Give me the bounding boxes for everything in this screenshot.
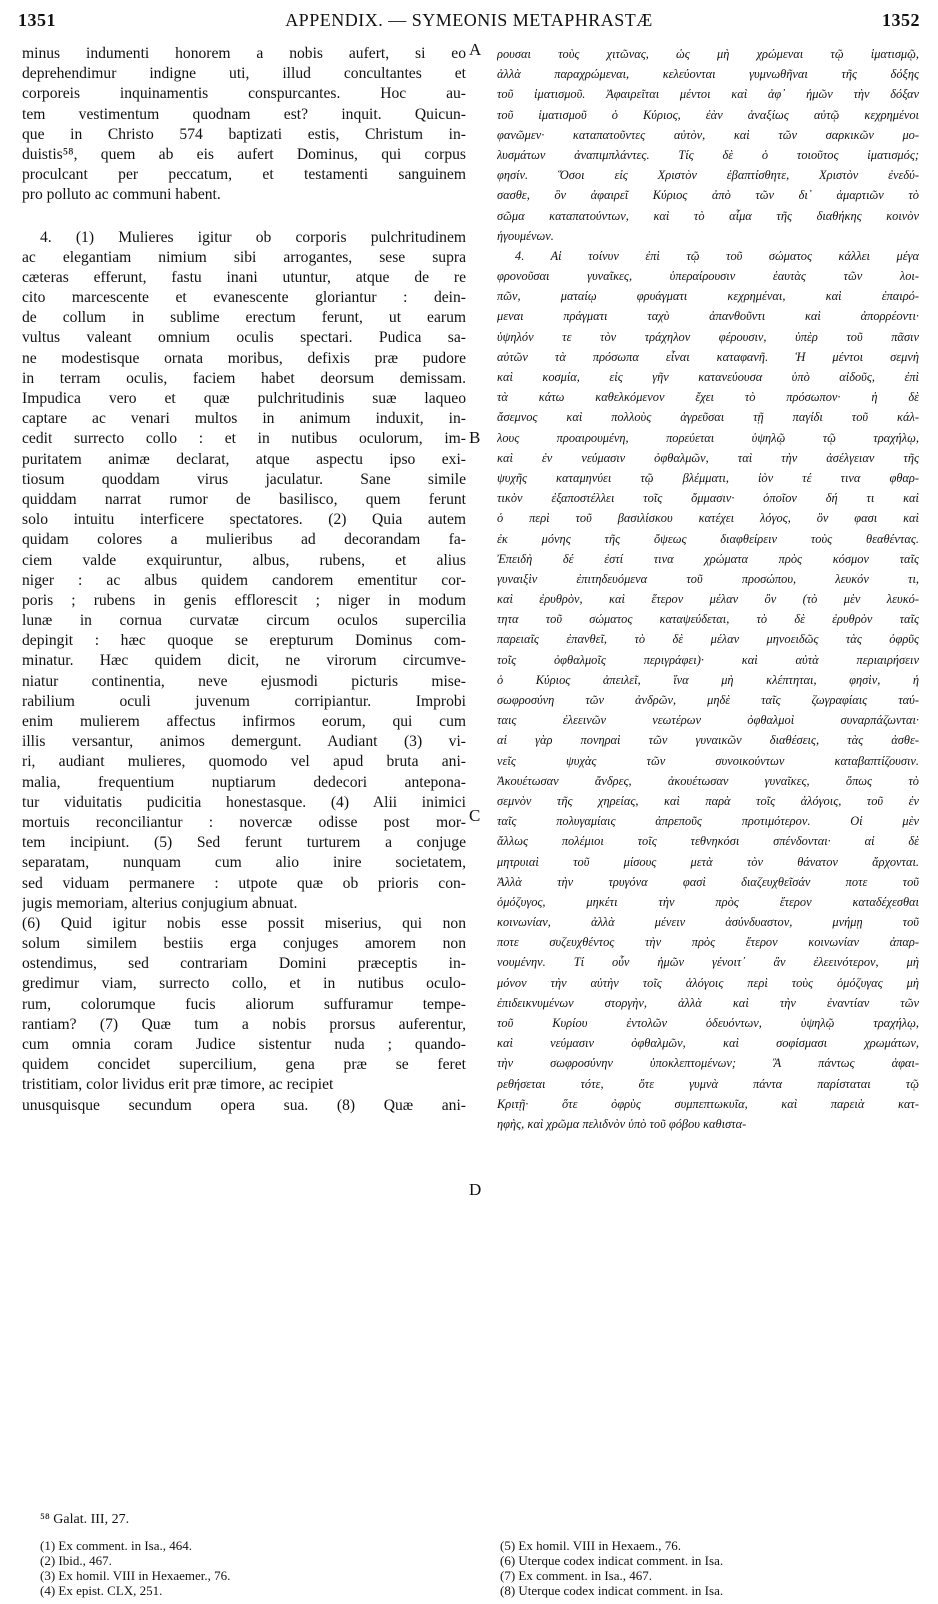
greek-text-line: πῶν, ματαίῳ φρυάγματι κεχρημέναι, καὶ ἐπαιρό- (497, 289, 919, 304)
greek-text-line: τοῦ Κυρίου ἐντολῶν ὁδευόντων, ὑψηλῷ τραχήλῳ, (497, 1016, 919, 1030)
greek-text-line: κοινωνίαν, ἀλλὰ μένειν ἀσύνδυαστον, μνήμῃ τοῦ (497, 915, 919, 930)
greek-text-line: ἀλλὰ παραχρώμεναι, κελεύονται γυμνωθῆναι τῆς δόξης (497, 67, 919, 82)
greek-text-line: ὁ Κύριος ἀπειλεῖ, ἵνα μὴ κλέπτηται, φησὶν, ἡ (497, 672, 919, 687)
latin-text-line: cito marcescente et evanescente gloriantur : dein- (22, 289, 466, 307)
latin-text-line: captare ac venari multos in animum induxit, in- (22, 410, 466, 428)
greek-text-line: ὁ περὶ τοῦ βασιλίσκου κατέχει λόγος, ὃν φασι καὶ (497, 511, 919, 526)
latin-text-line: rum, colorumque fucis aliorum suffuramur tempe- (22, 995, 466, 1013)
latin-text-line: rabilium oculi juvenum corripiantur. Improbi (22, 692, 466, 710)
greek-text-line: ηφὴς, καὶ χρῶμα πελιδνὸν ὑπὸ τοῦ φόβου καθιστα- (497, 1116, 747, 1131)
greek-text-line: τὰ κάτω καθελκόμενον ἔχει τὸ πρόσωπον· ἡ δὲ (497, 390, 919, 405)
latin-text-line: niatur continentia, neve ejusmodi picturis mise- (22, 672, 466, 690)
greek-text-line: ὑψηλόν τε τὸν τράχηλον φέρουσιν, ὑπὲρ τοῦ πᾶσιν (497, 329, 919, 344)
latin-text-line: corporeis inquinamentis conspurcantes. Hoc au- (22, 85, 466, 103)
latin-text-line: jugis memoriam, alterius conjugium abnuat. (22, 894, 298, 912)
greek-text-line: ρεθήσεται τότε, ὅτε γυμνὰ πάντα παρίσταται τῷ (497, 1076, 919, 1091)
latin-text-line: que in Christo 574 baptizati estis, Christum in- (22, 125, 466, 143)
greek-text-line: καὶ νεύμασιν ὀφθαλμῶν, καὶ σοφίσμασι χρωμάτων, (497, 1036, 919, 1051)
greek-text-line: λυσμάτων ἀναπιμπλάντες. Τίς δὲ ὁ τοιοῦτος ἱματισμός; (497, 147, 919, 162)
latin-text-line: vultus valeant omnium oculis spectari. Pudica sa- (22, 329, 466, 347)
greek-text-line: φανῶμεν· καταπατοῦντες αὐτὸν, καὶ τῶν σαρκικῶν μο- (497, 127, 919, 142)
latin-text-line: enim mulierem affectus infirmos eorum, qui cum (22, 713, 466, 730)
greek-text-line: γυναιξὶν ἐπιτηδευόμενα τοῦ προσώπου, λευκόν τι, (497, 571, 919, 586)
latin-text-line: puritatem animæ declarat, atque aspectu ipso exi- (22, 450, 466, 468)
latin-column (22, 44, 466, 1504)
greek-text-line: ψυχῆς καταμηνύει τῷ βλέμματι, ἰὸν τέ τινα φθαρ- (497, 470, 919, 485)
source-note: (2) Ibid., 467. (40, 1553, 112, 1568)
running-header (18, 10, 920, 36)
latin-text-line: Impudica vero et quæ pulchritudinis suæ laqueo (22, 390, 466, 407)
source-note: (8) Uterque codex indicat comment. in Isa. (500, 1583, 724, 1598)
latin-text-line: separatam, nunquam cum alio inire societatem, (22, 854, 466, 872)
greek-text-line: καὶ ἐν νεύμασιν ὀφθαλμῶν, ταὶ τὴν ἀσέλγειαν τῆς (497, 450, 919, 465)
source-note: (3) Ex homil. VIII in Hexaemer., 76. (40, 1568, 231, 1583)
latin-text-line: ciem valde exquiruntur, albus, rubens, et alius (22, 551, 466, 569)
latin-text-line: minus indumenti honorem a nobis aufert, si eo (22, 45, 466, 62)
greek-text-line: ταις ἐλεεινῶν νεωτέρων ὀφθαλμοὶ συναρπάζωνται· (497, 713, 919, 728)
latin-text-line: sed viduam permanere : utpote quæ ob prioris con- (22, 874, 466, 892)
latin-text-line: ri, audiant mulieres, quomodo vel apud bruta ani- (22, 753, 466, 771)
greek-text-line: φρονοῦσαι γυναῖκες, ὑπεραίρουσιν ἑαυτὰς τῶν λοι- (497, 269, 919, 284)
greek-text-line: μόνον τὴν αὐτὴν τοῖς ἀλόγοις περὶ τοὺς ὁμόζυγας μὴ (497, 975, 919, 990)
page-number-left: 1351 (18, 10, 56, 30)
latin-text-line: lunæ in cornua curvatæ circum oculos supercilia (22, 612, 466, 630)
latin-text-line: solo intuitu interficere spectatores. (2) Quia autem (22, 511, 466, 529)
latin-text-line: poris ; rubens in genis efflorescit ; niger in modum (22, 591, 466, 609)
greek-text-line: σῶμα καταπατούντων, καὶ τὸ αἷμα τῆς διαθήκης κοινὸν (497, 208, 919, 223)
greek-text-line: λους προαιρουμένη, πορεύεται ὑψηλῷ τῷ τραχήλῳ, (497, 430, 919, 445)
greek-text-line: μητρυιαὶ τοῦ μίσους μετὰ τὸν θάνατον ἄρχονται. (497, 854, 919, 869)
latin-text-line: de collum in sublime erectum ferunt, ut earum (22, 309, 466, 327)
greek-text-line: αὐτῶν τὰ πρόσωπα εἶναι καταφανῆ. Ἡ μέντοι σεμνὴ (497, 349, 919, 364)
greek-text-line: νουμένην. Τί οὖν ἡμῶν γένοιτ᾽ ἂν ἐλεεινότερον, μὴ (497, 955, 919, 970)
greek-text-line: ἄσεμνος καὶ πολλοὺς ἀγρεῦσαι τῇ παγίδι τοῦ κάλ- (497, 410, 919, 425)
greek-text-line: Ἀκουέτωσαν ἄνδρες, ἀκουέτωσαν γυναῖκες, ὅπως τὸ (497, 773, 919, 788)
greek-text-line: ἄλλως πολέμιοι τοῖς τεθνηκόσι σπένδονται· αἱ δὲ (497, 834, 919, 849)
latin-text-line: mortuis reconciliantur : novercæ odisse post mor- (22, 813, 466, 831)
source-note: (1) Ex comment. in Isa., 464. (40, 1538, 192, 1553)
greek-text-line: καὶ ἐρυθρὸν, καὶ ἕτερον μέλαν ὂν (τὸ μὲν λευκό- (497, 592, 919, 607)
latin-text-line: deprehendimur indigne uti, illud concultantes et (22, 65, 466, 83)
source-note: (7) Ex comment. in Isa., 467. (500, 1568, 652, 1583)
greek-text-line: νεῖς ψυχὰς τῶν συνοικούντων καταβαπτίζουσιν. (497, 753, 919, 768)
greek-text-line: τὴν σωφροσύνην ὑποκλεπτομένων; Ἃ πάντως ἀφαι- (497, 1056, 919, 1071)
greek-text-line: ἐπιδεικνυμένων στοργὴν, ἀλλὰ καὶ τὴν ἐναντίαν τῶν (497, 995, 919, 1010)
latin-text-line: cum omnia coram Judice sistentur nuda ; quando- (22, 1036, 466, 1053)
running-title: APPENDIX. — SYMEONIS METAPHRASTÆ (285, 10, 653, 30)
latin-text-line: solum similem bestiis erga conjuges amorem non (22, 935, 466, 953)
greek-text-line: τικὸν ἐξαποστέλλει τοῖς ὄμμασιν· ὁποῖον δή τι καὶ (497, 491, 919, 506)
latin-text-line: tiosum quoddam virus jaculatur. Sane simile (22, 470, 466, 488)
paragraph-gap (22, 206, 466, 228)
latin-text-line: quiddam narrat rumor de basilisco, quem ferunt (22, 490, 466, 508)
latin-text-line: ne modestisque ornata moribus, defixis præ pudore (22, 349, 466, 367)
section-marker-d: D (469, 1180, 482, 1199)
latin-text-line: gredimur viam, surrecto collo, et in nutibus oculo- (22, 975, 466, 993)
greek-text-line: τοῦ ἱματισμοῦ. Ἀφαιρεῖται μέντοι καὶ ἀφ᾽ ἡμῶν τὴν δόξαν (497, 87, 919, 102)
latin-text-line: minatur. Hæc quidem dicit, ne virorum circumve- (22, 652, 466, 670)
greek-text-line: ὁμόζυγος, μηκέτι τὴν πρὸς ἕτερον καταδέχεσθαι (497, 894, 919, 909)
latin-text-line: cedit surrecto collo : et in nutibus oculorum, im- (22, 430, 466, 448)
source-note: (5) Ex homil. VIII in Hexaem., 76. (500, 1538, 681, 1553)
greek-text-line: φησίν. Ὅσοι εἰς Χριστὸν ἐβαπτίσθητε, Χριστὸν ἐνεδύ- (497, 168, 919, 183)
latin-text-line: tur viduitatis pudicitia honestasque. (4) Alii inimici (22, 793, 466, 811)
latin-text-line: in terram oculis, faciem habet deorsum demissam. (22, 369, 466, 387)
latin-text-line: tem incipiunt. (5) Sed ferunt turturem a conjuge (22, 834, 466, 852)
greek-text-line: ἐκ μόνης τῆς ὄψεως διαφθείρειν τοὺς θεαθέντας. (497, 531, 919, 546)
source-note: (6) Uterque codex indicat comment. in Isa. (500, 1553, 724, 1568)
latin-text-line: tem vestimentum quodnam est? inquit. Quicun- (22, 105, 466, 123)
latin-text-line: unusquisque secundum opera sua. (8) Quæ ani- (22, 1096, 466, 1114)
latin-text-line: rantiam? (7) Quæ tum a nobis prorsus auferentur, (22, 1015, 466, 1033)
latin-text-line: ostendimus, sed contrariam Domini præceptis in- (22, 955, 466, 973)
greek-text-line: ποτε συζευχθέντος τὴν πρὸς ἕτερον κοινωνίαν ἀπαρ- (497, 935, 919, 950)
latin-text-line: ac elegantiam nimium sibi arrogantes, sese supra (22, 248, 466, 266)
latin-text-line: niger : ac albus quidem candorem ementitur cor- (22, 571, 466, 589)
latin-text-line: quidem concidet supercilium, gena præ se feret (22, 1056, 466, 1074)
latin-text-line: 4. (1) Mulieres igitur ob corporis pulchritudinem (40, 228, 466, 246)
page-number-right: 1352 (882, 10, 920, 30)
greek-text-line: Ἐπειδὴ δέ ἐστί τινα χρώματα πρὸς κόσμον ταῖς (497, 551, 919, 566)
greek-text-line: σεμνὸν τῆς χηρείας, καὶ παρὰ τοῖς ἀλόγοις, τοῦ ἐν (497, 793, 919, 808)
greek-text-line: καὶ κοσμία, εἰς γῆν κατανεύουσα ὑπὸ αἰδοῦς, ἐπὶ (497, 370, 919, 384)
latin-text-line: malia, frequentium nuptiarum dedecori antepona- (22, 773, 466, 791)
source-notes-right (500, 1538, 723, 1598)
section-marker-a: A (469, 40, 482, 59)
section-marker-b: B (469, 428, 481, 447)
latin-text-line: tristitiam, color lividus erit præ timore, ac recipiet (22, 1076, 334, 1094)
footnote: ⁵⁸ Galat. III, 27. (40, 1512, 130, 1527)
greek-text-line: Ἀλλὰ τὴν τρυγόνα φασὶ διαζευχθεῖσάν ποτε τοῦ (497, 874, 919, 889)
greek-text-line: τοῦ ἱματισμοῦ ὁ Κύριος, ἐὰν ἀναξίως αὐτῷ κεχρημένοι (497, 107, 919, 122)
greek-text-line: 4. Αἱ τοίνυν ἐπὶ τῷ τοῦ σώματος κάλλει μέγα (515, 248, 919, 263)
latin-text-line: quidam colores a mulieribus ad decorandam fa- (22, 531, 466, 549)
greek-text-line: σασθε, ὃν ἀφαιρεῖ Κύριος ἀπὸ τῶν δι᾽ ἁμαρτιῶν τὸ (497, 188, 919, 203)
source-notes-left (40, 1538, 230, 1598)
section-marker-c: C (469, 806, 481, 825)
greek-text-line: αἱ γὰρ πονηραὶ τῶν γυναικῶν διαθέσεις, τὰς ἀσθε- (497, 733, 919, 748)
greek-column (497, 44, 919, 1504)
greek-text-line: ἡγουμένων. (497, 228, 554, 243)
greek-text-line: σωφροσύνη τῶν ἀνδρῶν, μηδὲ ταῖς ζωγραφίαις ταύ- (497, 693, 919, 707)
greek-text-line: μεναι πράγματι ταχὺ ἀπανθοῦντι καὶ ἀπορρέοντι· (497, 309, 919, 324)
latin-text-line: proculcant per peccatum, et testamenti sanguinem (22, 166, 466, 184)
latin-text-line: duistis⁵⁸, quem ab eis aufert Dominus, qui corpus (22, 145, 466, 163)
greek-text-line: τοῖς ὀφθαλμοῖς περιγράφει)· καὶ αὐτὰ περιαιρήσειν (497, 652, 919, 667)
latin-text-line: depingit : hæc quoque se erepturum Dominus com- (22, 632, 466, 650)
latin-text-line: pro polluto ac communi habent. (22, 186, 221, 204)
greek-text-line: ταῖς πολυγαμίαις ἀπρεποῦς προτιμότερον. Οἱ μὲν (497, 814, 919, 829)
source-note: (4) Ex epist. CLX, 251. (40, 1583, 163, 1598)
latin-text-line: illis versantur, animos demergunt. Audiant (3) vi- (22, 733, 466, 751)
latin-text-line: (6) Quid igitur nobis esse possit miserius, qui non (22, 914, 466, 932)
greek-text-line: Κριτῇ· ὅτε ὀφρὺς συμπεπτωκυῖα, καὶ παρειὰ κατ- (497, 1096, 919, 1111)
latin-text-line: cæteras efferunt, fastu inani utuntur, atque de re (22, 268, 466, 286)
greek-text-line: τητα τοῦ σώματος καταψεύδεται, τὸ δὲ ἐρυθρὸν ταῖς (497, 612, 919, 627)
greek-text-line: παρειαῖς ἐπανθεῖ, τὸ δὲ μέλαν μηνοειδῶς τὰς ὀφρῦς (497, 632, 919, 647)
greek-text-line: ρουσαι τοὺς χιτῶνας, ὡς μὴ χρώμεναι τῷ ἱματισμῷ, (497, 47, 919, 61)
